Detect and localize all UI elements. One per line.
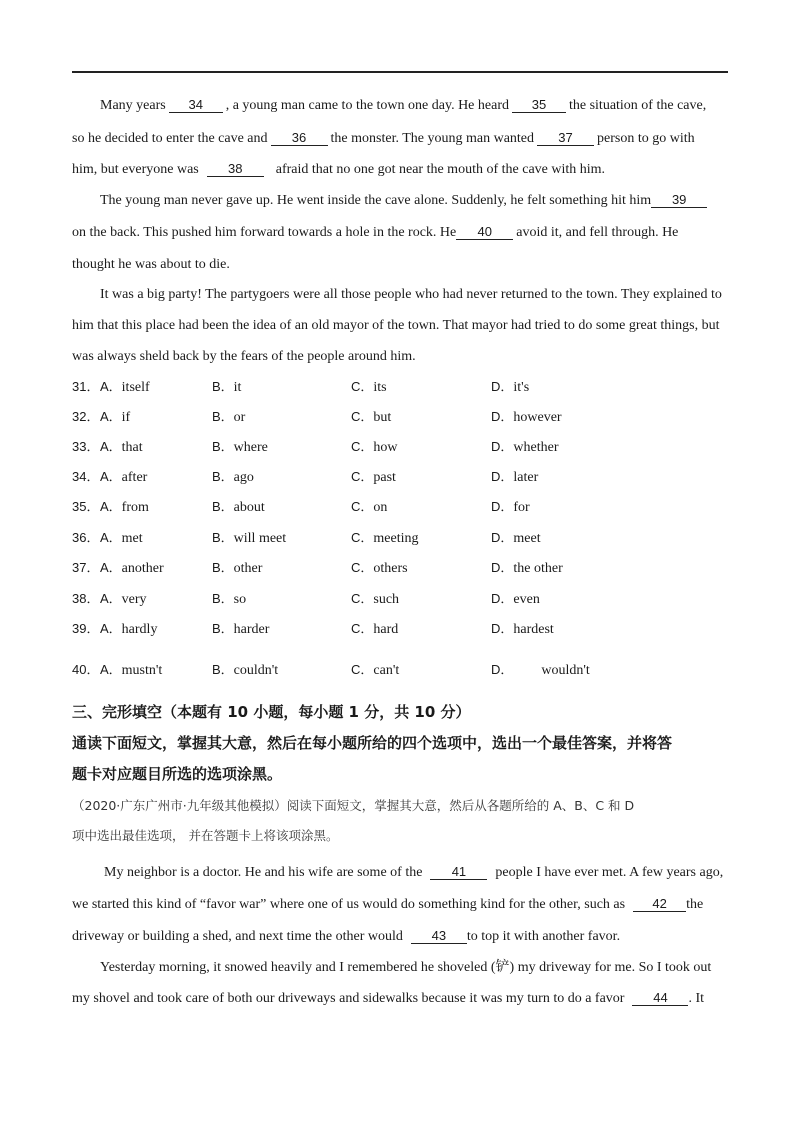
passage2-line [72,896,732,914]
option-c[interactable]: C．such [351,591,400,607]
option-a[interactable]: A．another [100,560,164,576]
passage2-line: Yesterday morning, it snowed heavily and I remembered he shoveled (铲) my driveway for me. So I took out [100,960,712,975]
blank-43[interactable]: 43 [411,928,467,944]
passage1-line [72,224,732,242]
passage1-line: him that this place had been the idea of an old mayor of the town. That mayor had tried to do some great things, but [72,318,720,333]
option-b[interactable]: B．or [212,409,246,425]
option-c[interactable]: C．how [351,439,398,455]
passage1-line: thought he was about to die. [72,257,230,272]
option-c[interactable]: C．can't [351,662,400,678]
passage1-line [72,161,732,179]
text: My neighbor is a doctor. He and his wife are some of the [104,865,423,880]
blank-42[interactable]: 42 [633,896,686,912]
text: Many years [100,98,166,113]
text: we started this kind of “favor war” where one of us would do something kind for the other, such as [72,897,626,912]
blank-41[interactable]: 41 [430,864,487,880]
option-a[interactable]: A．mustn't [100,662,163,678]
text: , a young man came to the town one day. He heard [225,98,509,113]
text: the monster. The young man wanted [330,131,535,146]
question-number: 40． [72,662,100,677]
question-number: 35． [72,499,100,514]
option-a[interactable]: A．met [100,530,143,546]
option-c[interactable]: C．hard [351,621,399,637]
blank-36[interactable]: 36 [271,130,328,146]
text: people I have ever met. A few years ago, [495,865,724,880]
passage2-line [72,928,732,946]
text: to top it with another favor. [466,929,621,944]
source-note: （2020·广东广州市·九年级其他模拟）阅读下面短文，掌握其大意，然后从各题所给的 A、B、C 和 D [72,798,635,813]
section-title: 三、完形填空（本题有 10 小题，每小题 1 分，共 10 分） [72,703,471,721]
blank-40[interactable]: 40 [456,224,513,240]
passage1-line [72,130,732,148]
option-d[interactable]: D．for [491,499,530,515]
option-c[interactable]: C．its [351,379,387,395]
text: afraid that no one got near the mouth of the cave with him. [275,162,606,177]
blank-44[interactable]: 44 [632,990,688,1006]
question-number: 38． [72,591,100,606]
option-a[interactable]: A．very [100,591,147,607]
option-a[interactable]: A．after [100,469,148,485]
option-c[interactable]: C．but [351,409,392,425]
option-d[interactable]: D．the other [491,560,563,576]
option-c[interactable]: C．others [351,560,408,576]
question-number: 39． [72,621,100,636]
option-a[interactable]: A．if [100,409,131,425]
option-a[interactable]: A．itself [100,379,150,395]
option-b[interactable]: B．where [212,439,268,455]
question-number: 36． [72,530,100,545]
option-c[interactable]: C．meeting [351,530,419,546]
section-instructions: 题卡对应题目所选的选项涂黑。 [72,765,283,783]
passage1-line: It was a big party! The partygoers were all those people who had never returned to the town. They explained to [100,287,722,302]
option-b[interactable]: B．it [212,379,242,395]
option-d[interactable]: D．later [491,469,539,485]
option-b[interactable]: B．so [212,591,247,607]
passage1-line: was always sheld back by the fears of the people around him. [72,349,416,364]
blank-38[interactable]: 38 [207,161,264,177]
option-a[interactable]: A．from [100,499,149,515]
passage1-line [100,97,760,115]
text: person to go with [597,131,695,146]
blank-39[interactable]: 39 [651,192,707,208]
question-number: 37． [72,560,100,575]
option-a[interactable]: A．that [100,439,143,455]
option-d[interactable]: D．it's [491,379,530,395]
blank-37[interactable]: 37 [537,130,594,146]
option-d[interactable]: D．whether [491,439,559,455]
header-rule [72,71,728,73]
option-a[interactable]: A．hardly [100,621,158,637]
text: The young man never gave up. He went inside the cave alone. Suddenly, he felt something hit him [100,193,652,208]
option-b[interactable]: B．ago [212,469,254,485]
text: . It [688,991,705,1006]
text: my shovel and took care of both our driveways and sidewalks because it was my turn to do a favor [72,991,625,1006]
source-note: 项中选出最佳选项， 并在答题卡上将该项涂黑。 [72,828,339,843]
text: avoid it, and fell through. He [516,225,679,240]
text: driveway or building a shed, and next time the other would [72,929,403,944]
option-d[interactable]: D．even [491,591,540,607]
option-d[interactable]: D．meet [491,530,541,546]
question-number: 33． [72,439,100,454]
question-number: 34． [72,469,100,484]
option-b[interactable]: B．harder [212,621,270,637]
option-c[interactable]: C．past [351,469,396,485]
passage2-line [72,990,732,1008]
blank-35[interactable]: 35 [512,97,566,113]
text: him, but everyone was [72,162,199,177]
text: the situation of the cave, [568,98,707,113]
passage1-line [100,192,760,210]
text: so he decided to enter the cave and [72,131,268,146]
section-instructions: 通读下面短文，掌握其大意，然后在每小题所给的四个选项中，选出一个最佳答案，并将答 [72,734,673,752]
blank-34[interactable]: 34 [169,97,223,113]
text: the [686,897,704,912]
question-number: 32． [72,409,100,424]
passage2-line [104,864,764,882]
option-d[interactable]: D． wouldn't [491,662,590,678]
option-c[interactable]: C．on [351,499,388,515]
option-b[interactable]: B．about [212,499,265,515]
option-d[interactable]: D．however [491,409,562,425]
question-number: 31． [72,379,100,394]
option-b[interactable]: B．couldn't [212,662,279,678]
text: on the back. This pushed him forward towards a hole in the rock. He [72,225,457,240]
option-b[interactable]: B．other [212,560,263,576]
option-d[interactable]: D．hardest [491,621,554,637]
option-b[interactable]: B．will meet [212,530,287,546]
